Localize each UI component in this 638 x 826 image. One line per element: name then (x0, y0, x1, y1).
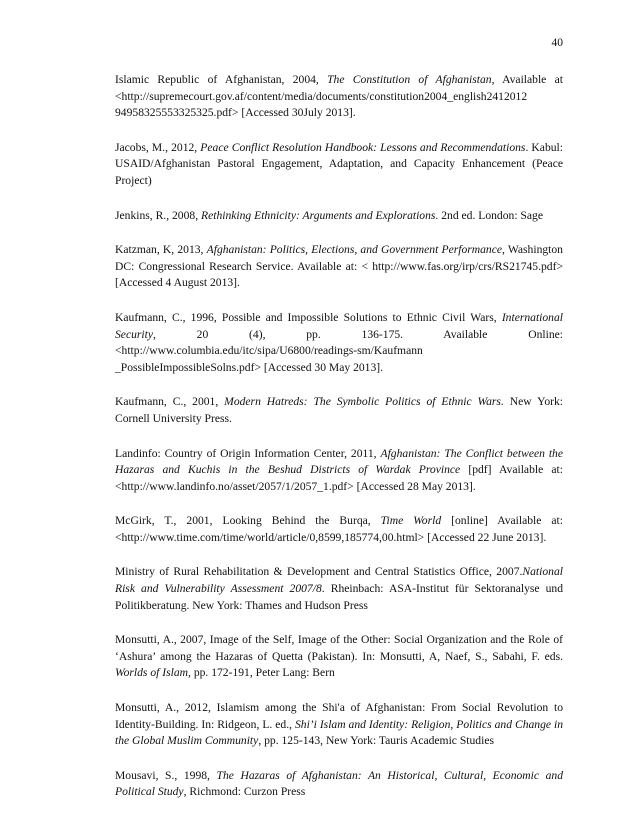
reference-text: Jacobs, M., 2012, (115, 140, 201, 154)
reference-text: Landinfo: Country of Origin Information Center, 2011, (115, 446, 381, 460)
reference-text: Monsutti, A., 2007, Image of the Self, Image of the Other: Social Organization and the Role of ‘Ashura’ among the Hazaras of Quetta (Pakistan). In: Monsutti, A, Naef, S., Sabahi, F. eds. (115, 633, 563, 663)
reference-text: , Washington DC: Congressional Research Service. Available at: < http://www.fas.org/irp/crs/RS21745.pdf> [Accessed 4 August 2013]. (115, 243, 563, 290)
reference-text: , Available at <http://supremecourt.gov.af/content/media/documents/constitution2004_english2412012 94958325553325325.pdf> [Accessed 30July 2013]. (115, 73, 563, 120)
reference-title: Shi’i Islam and Identity: Religion, Politics and Change in the Global Muslim Community (115, 717, 563, 748)
reference-text: , 20 (4), pp. 136-175. Available Online: <http://www.columbia.edu/itc/sipa/U6800/readings-sm/Kaufmann _PossibleImpossibleSolns.pdf> [Accessed 30 May 2013]. (115, 327, 563, 374)
reference-entry (115, 72, 563, 122)
reference-title: The Constitution of Afghanistan (327, 73, 492, 86)
reference-text: Mousavi, S., 1998, (115, 768, 217, 782)
reference-entry (115, 208, 563, 225)
reference-entry (115, 700, 563, 750)
reference-text: , pp. 125-143, New York: Tauris Academic Studies (258, 734, 494, 748)
reference-title: Afghanistan: The Conflict between the Hazaras and Kuchis in the Beshud Districts of Wardak Province (115, 446, 563, 477)
reference-text: pp. 172-191, Peter Lang: Bern (190, 666, 335, 680)
reference-entry (115, 564, 563, 614)
reference-text: . Rheinbach: ASA-Institut für Sektoranalyse und Politikberatung. New York: Thames and Hudson Press (115, 582, 563, 612)
reference-text: Katzman, K, 2013, (115, 243, 207, 257)
reference-text: [pdf] Available at: <http://www.landinfo.no/asset/2057/1/2057_1.pdf> [Accessed 28 May 2013]. (115, 463, 563, 493)
reference-text: Islamic Republic of Afghanistan, 2004, (115, 73, 328, 86)
reference-title: Modern Hatreds: The Symbolic Politics of Ethnic Wars. (224, 395, 504, 409)
reference-title: Worlds of Islam, (115, 666, 191, 680)
reference-entry (115, 140, 563, 190)
reference-entry (115, 768, 563, 801)
reference-list (115, 72, 563, 801)
reference-entry (115, 513, 563, 546)
reference-text: , Richmond: Curzon Press (183, 785, 306, 799)
reference-title: National Risk and Vulnerability Assessment 2007/8 (115, 565, 563, 596)
reference-title: The Hazaras of Afghanistan: An Historical, Cultural, Economic and Political Study (115, 768, 563, 799)
reference-text: New York: Cornell University Press. (115, 395, 563, 425)
reference-text: Ministry of Rural Rehabilitation & Development and Central Statistics Office, 2007. (115, 565, 523, 579)
reference-entry (115, 394, 563, 427)
page-number: 40 (551, 37, 563, 49)
reference-title: Rethinking Ethnicity: Arguments and Explorations (201, 208, 436, 222)
reference-entry (115, 242, 563, 292)
reference-entry (115, 632, 563, 682)
reference-text: . 2nd ed. London: Sage (435, 208, 543, 222)
reference-text: . Kabul: USAID/Afghanistan Pastoral Engagement, Adaptation, and Capacity Enhancement (Peace Project) (115, 140, 563, 187)
reference-text: Jenkins, R., 2008, (115, 208, 201, 222)
reference-title: International Security (115, 310, 563, 341)
reference-text: Monsutti, A., 2012, Islamism among the Shi'a of Afghanistan: From Social Revolution to Identity-Building. In: Ridgeon, L. ed., (115, 701, 563, 731)
reference-title: Time World (380, 514, 442, 528)
reference-text: McGirk, T., 2001, Looking Behind the Burqa, (115, 514, 381, 528)
reference-text: [online] Available at: <http://www.time.com/time/world/article/0,8599,185774,00.html> [Accessed 22 June 2013]. (115, 514, 563, 544)
reference-title: Afghanistan: Politics, Elections, and Government Performance (206, 243, 503, 257)
reference-title: Peace Conflict Resolution Handbook: Lessons and Recommendations (200, 140, 526, 154)
reference-text: Kaufmann, C., 2001, (115, 395, 225, 409)
reference-entry (115, 446, 563, 496)
reference-entry (115, 310, 563, 376)
reference-text: Kaufmann, C., 1996, Possible and Impossible Solutions to Ethnic Civil Wars, (115, 310, 502, 324)
